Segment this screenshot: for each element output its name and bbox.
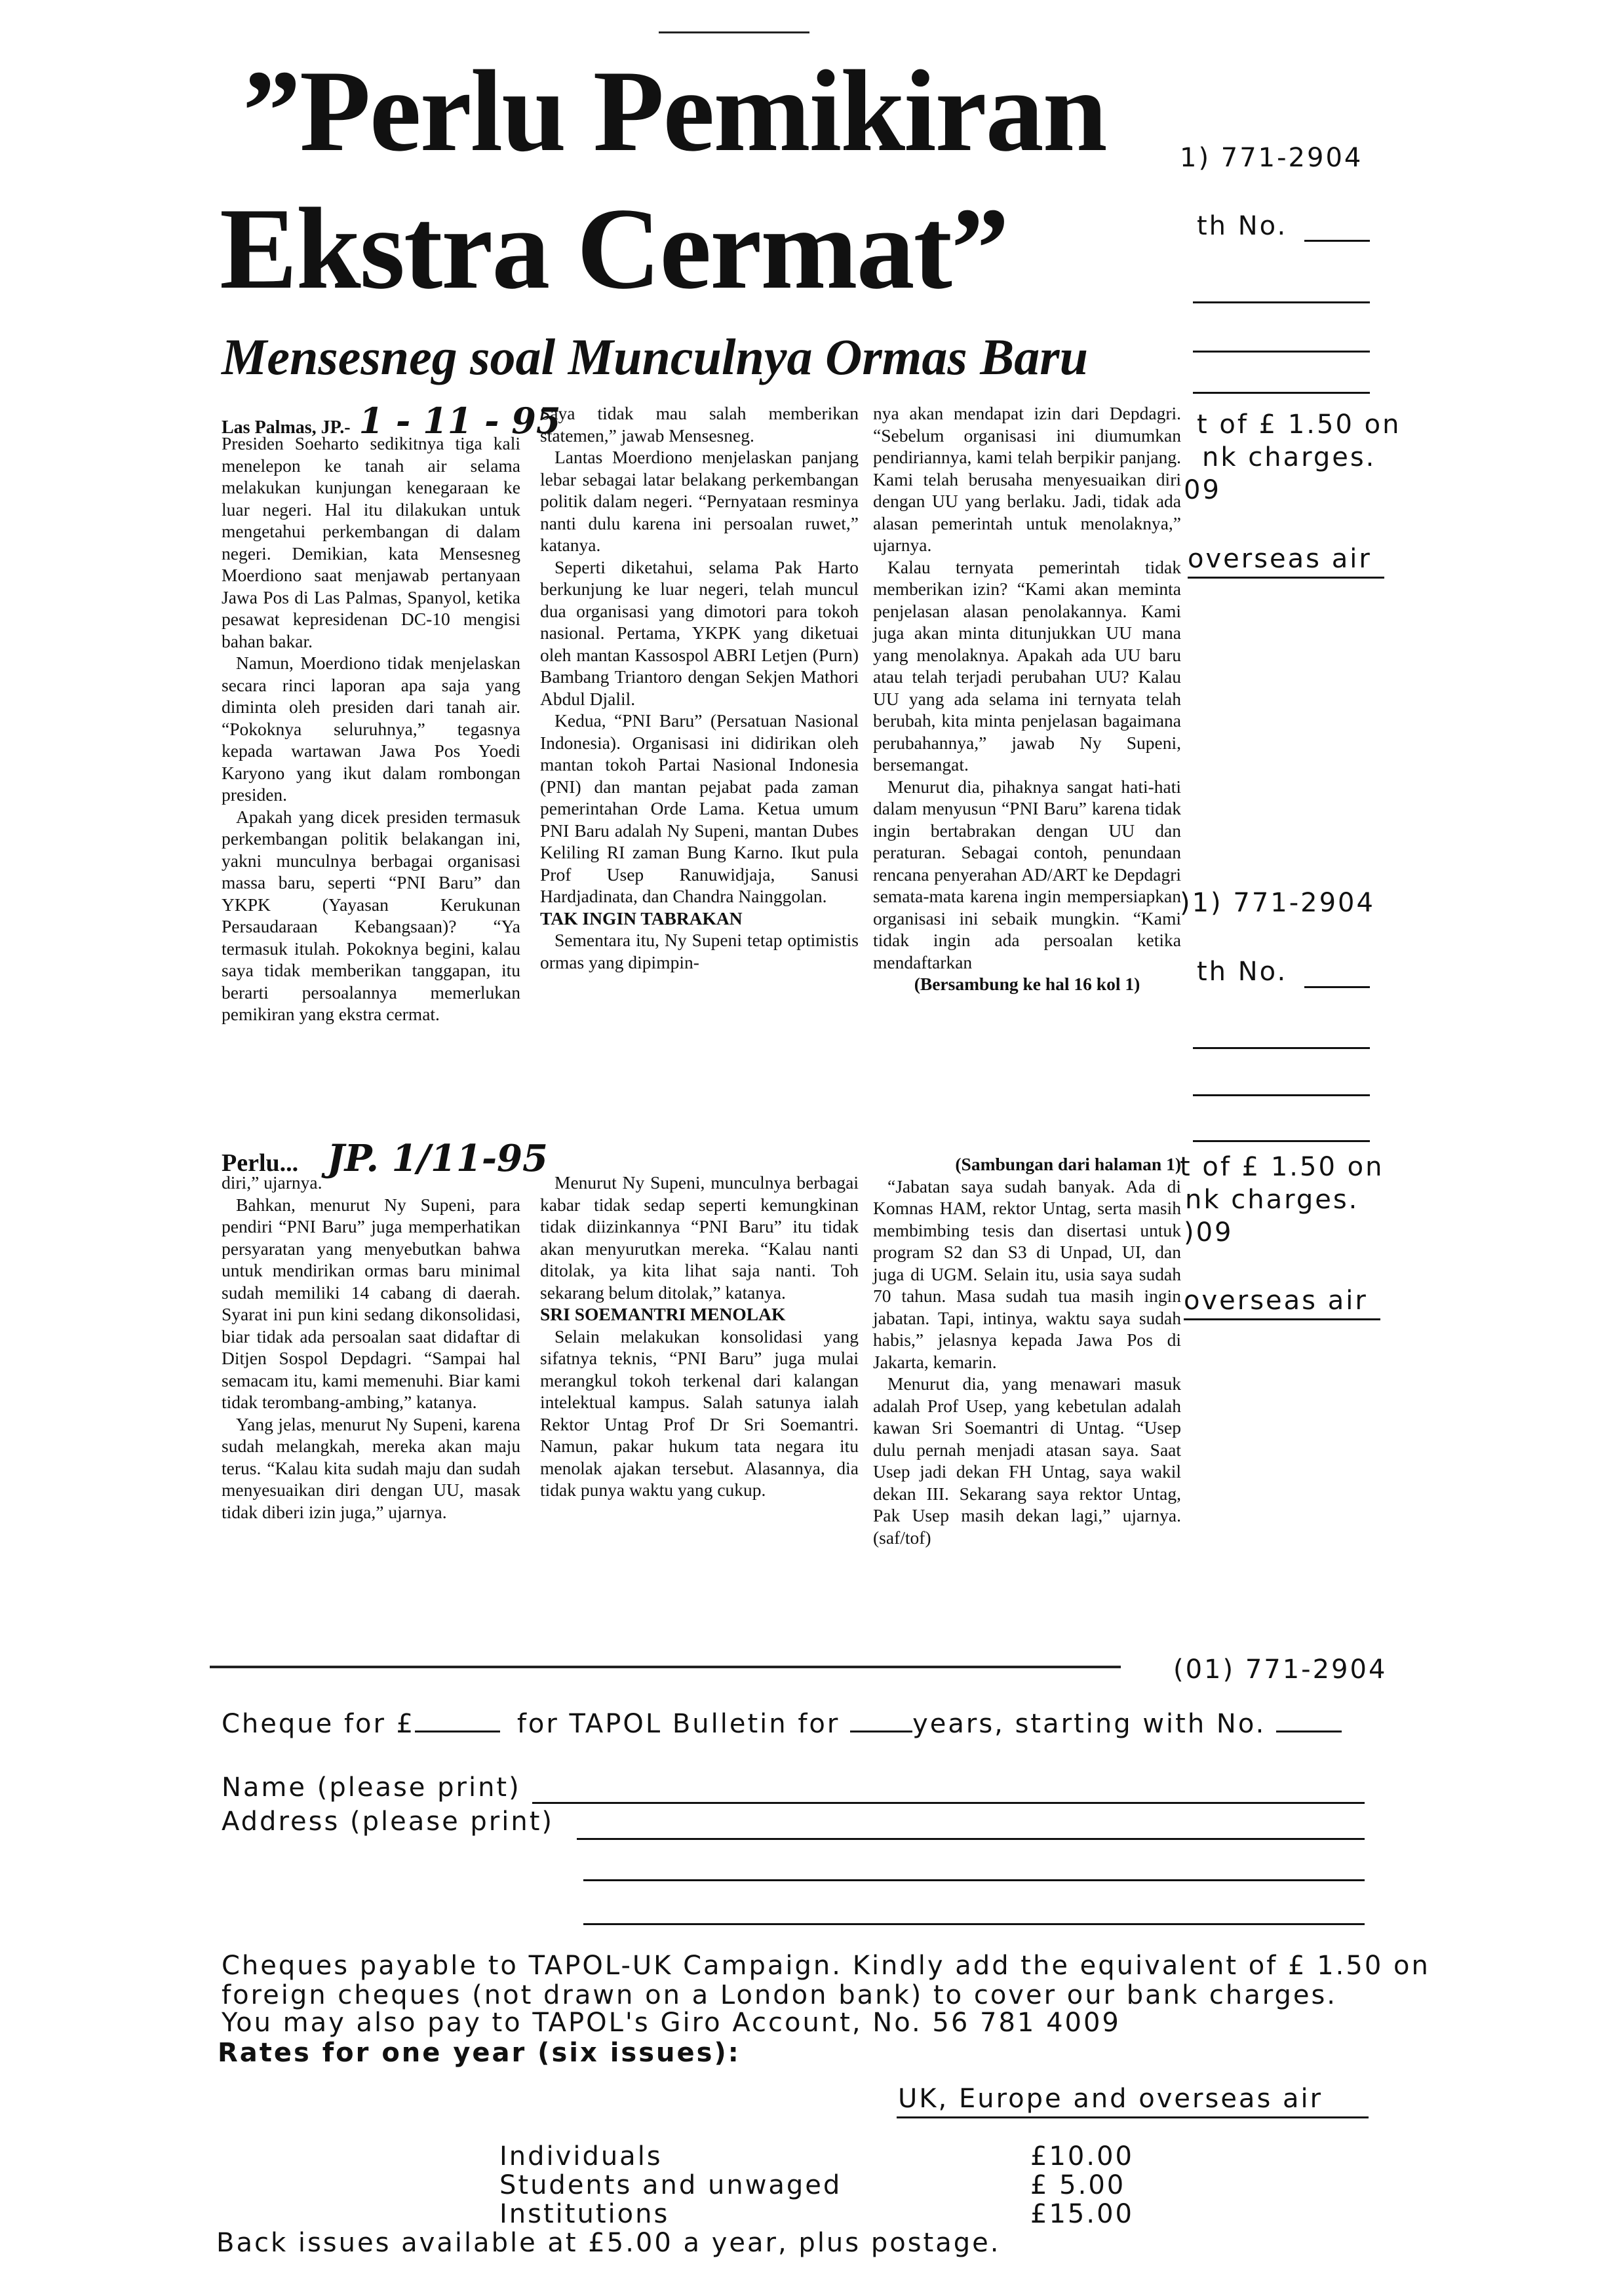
fragment-issue-no: th No. — [1197, 957, 1288, 987]
years-field[interactable] — [850, 1707, 912, 1732]
rate-price: £10.00 — [1030, 2141, 1134, 2172]
fragment-rates-underline — [1188, 577, 1384, 579]
clipping-bottom-rule — [210, 1666, 1121, 1668]
continuation-column-3 — [873, 1153, 1181, 1548]
back-issues-note: Back issues available at £5.00 a year, plus postage. — [216, 2228, 1001, 2258]
cont-col2-paragraph: Selain melakukan konsolidasi yang sifatnya teknis, “PNI Baru” juga mulai merangkul tokoh terkenal dari kalangan intelektual kampus. Salah satunya ialah Rektor Untag Prof Dr Sri Soemantri. Namun, pakar hukum tata negara itu menolak ajakan tersebut. Alasannya, dia tidak punya waktu yang cukup. — [540, 1326, 859, 1500]
fragment-blank-line — [1193, 392, 1370, 394]
col2-paragraph: Seperti diketahui, selama Pak Harto berkunjung ke luar negeri, telah muncul dua organisasi yang dimotori para tokoh nasional. Pertama, YKPK yang diketuai oleh mantan Kassospol ABRI Letjen (Purn) Bambang Triantoro dengan Sekjen Mathori Abdul Djalil. — [540, 556, 859, 709]
cont-col1-paragraph: diri,” ujarnya. — [222, 1172, 322, 1193]
address-field-2[interactable] — [583, 1879, 1365, 1881]
years-label: years, starting with No. — [912, 1709, 1266, 1739]
col3-paragraph: Menurut dia, pihaknya sangat hati-hati dalam menyusun “PNI Baru” karena tidak ingin bertabrakan dengan UU dan peraturan. Sebagai contoh, penundaan rencana penyerahan AD/ART ke Depdagri semata-mata karena ingin mempersiapkan organisasi ini sebaik mungkin. “Kami tidak ingin ada persoalan ketika mendaftarkan — [873, 776, 1181, 972]
col1-paragraph: Namun, Moerdiono tidak menjelaskan secara rinci laporan apa saja yang diminta oleh presiden dari tanah air. “Pokoknya seluruhnya,” tegasnya kepada wartawan Jawa Pos Yoedi Karyono yang ikut dalam rombongan presiden. — [222, 653, 520, 805]
fragment-note: nk charges. — [1202, 442, 1376, 472]
cheque-line — [222, 1707, 1342, 1739]
fragment-rates-header: overseas air — [1188, 544, 1372, 574]
cheque-label: Cheque for £ — [222, 1709, 416, 1739]
clipping-top-rule — [659, 31, 809, 33]
article-column-1 — [222, 432, 520, 1025]
payment-note-line-2: foreign cheques (not drawn on a London bank) to cover our bank charges. — [222, 1980, 1338, 2010]
rate-label: Institutions — [499, 2199, 670, 2229]
cont-col1-paragraph: Yang jelas, menurut Ny Supeni, karena sudah melangkah, mereka akan maju terus. “Kalau kita sudah maju dan sudah menyesuaikan diri dengan UU, masak tidak diberi izin juga,” ujarnya. — [222, 1413, 520, 1522]
headline-line-1: ”Perlu Pemikiran — [243, 46, 1106, 176]
rate-label: Individuals — [499, 2141, 663, 2172]
payment-note-line-3: You may also pay to TAPOL's Giro Account, No. 56 781 4009 — [222, 2008, 1121, 2038]
fragment-blank-line — [1193, 351, 1370, 353]
cont-col3-paragraph: Menurut dia, yang menawari masuk adalah Prof Usep, yang kebetulan adalah kawan Sri Soemantri di Untag. “Usep dulu pernah menjadi atasan saya. Saat Usep jadi dekan FH Untag, saya wakil dekan III. Sekarang saya rektor Untag, Pak Usep masih dekan lagi,” ujarnya. (saf/tof) — [873, 1373, 1181, 1548]
address-line — [222, 1807, 554, 1837]
continued-note: (Bersambung ke hal 16 kol 1) — [914, 974, 1140, 994]
rate-label: Students and unwaged — [499, 2170, 842, 2200]
fragment-phone: (01) 771-2904 — [1173, 1655, 1388, 1685]
cont-col3-paragraph: “Jabatan saya sudah banyak. Ada di Komnas HAM, rektor Untag, serta masih membimbing tesis dan disertasi untuk program S2 dan S3 di Unpad, UI, dan juga di UGM. Selain itu, usia saya sudah 70 tahun. Masa sudah tua masih ingin jabatan. Tapi, intinya, waktu saya sudah habis,” jelasnya kepada Jawa Pos di Jakarta, kemarin. — [873, 1176, 1181, 1372]
fragment-blank-line — [1193, 1140, 1370, 1142]
cheque-purpose-label: for TAPOL Bulletin for — [516, 1709, 840, 1739]
rate-price: £15.00 — [1030, 2199, 1134, 2229]
handwritten-date: 1 - 11 - 95 — [359, 400, 561, 442]
col3-paragraph: Kalau ternyata pemerintah tidak memberikan izin? “Kami akan meminta penjelasan alasan penolakannya. Kami juga akan minta ditunjukkan UU mana yang menolaknya. Apakah ada UU baru atau telah terjadi perubahan UU? Kalau UU yang ada selama ini ternyata telah berubah, kita minta penjelasan bagaimana perubahannya,” jawab Ny Supeni, bersemangat. — [873, 556, 1181, 775]
fragment-blank-line — [1193, 1047, 1370, 1049]
col2-paragraph: Kedua, “PNI Baru” (Persatuan Nasional Indonesia). Organisasi ini didirikan oleh mantan tokoh Partai Nasional Indonesia (PNI) dan mantan pejabat pada zaman pemerintahan Orde Lama. Ketua umum PNI Baru adalah Ny Supeni, mantan Dubes Keliling RI zaman Bung Karno. Ikut pula Prof Usep Ranuwidjaja, Sanusi Hardjadinata, dan Chandra Nainggolan. — [540, 710, 859, 906]
cont-col2-paragraph: Menurut Ny Supeni, munculnya berbagai kabar tidak sedap seperti kemungkinan tidak diizinkannya “PNI Baru” itu tidak akan menyurutkan mereka. “Kalau nanti ditolak, ya kita lihat saja nanti. Toh sekarang belum ditolak,” katanya. — [540, 1172, 859, 1303]
fragment-blank-line — [1304, 986, 1370, 988]
name-line — [222, 1772, 521, 1803]
col2-paragraph: Sementara itu, Ny Supeni tetap optimistis ormas yang dipimpin- — [540, 930, 859, 972]
rate-price: £ 5.00 — [1030, 2170, 1126, 2200]
dateline-place: Las Palmas, JP.- — [222, 417, 351, 438]
fragment-phone: 1) 771-2904 — [1180, 143, 1363, 173]
headline-line-2: Ekstra Cermat” — [220, 183, 1008, 313]
fragment-note: t of £ 1.50 on — [1197, 410, 1401, 440]
col1-paragraph: Presiden Soeharto sedikitnya tiga kali menelepon ke tanah air selama melakukan kunjungan kenegaraan ke luar negeri. Hal itu dilakukan untuk mengetahui perkembangan di dalam negeri. Demikian, kata Mensesneg Moerdiono saat menjawab pertanyaan Jawa Pos di Las Palmas, Spanyol, ketika pesawat kepresidenan DC-10 mengisi bahan bakar. — [222, 433, 520, 651]
col3-paragraph: nya akan mendapat izin dari Depdagri. “Sebelum organisasi ini diumumkan pendiriannya, kami telah berpikir panjang. Kami telah berusaha menyesuaikan diri dengan UU yang berlaku. Jadi, tidak ada alasan pemerintah untuk menolaknya,” ujarnya. — [873, 403, 1181, 555]
cont-col1-paragraph: Bahkan, menurut Ny Supeni, para pendiri “PNI Baru” juga memperhatikan persyaratan yang menyebutkan bahwa untuk mendirikan ormas baru minimal sudah memiliki 14 cabang di daerah. Syarat ini pun kini sedang dikonsolidasi, biar tidak ada persoalan saat didaftar di Ditjen Sospol Depdagri. “Sampai hal semacam itu, kami memenuhi. Biar kami tidak terombang-ambing,” katanya. — [222, 1194, 520, 1412]
name-label: Name (please print) — [222, 1772, 521, 1803]
fragment-phone: )1) 771-2904 — [1180, 888, 1375, 918]
fragment-blank-line — [1193, 301, 1370, 303]
continuation-label: Perlu... — [222, 1149, 299, 1177]
fragment-giro: 09 — [1184, 475, 1221, 505]
col2-subhead: TAK INGIN TABRAKAN — [540, 908, 743, 928]
cont-col2-subhead: SRI SOEMANTRI MENOLAK — [540, 1304, 786, 1324]
payment-note-line-1: Cheques payable to TAPOL-UK Campaign. Kindly add the equivalent of £ 1.50 on — [222, 1951, 1430, 1981]
issue-number-field[interactable] — [1276, 1707, 1342, 1732]
article-column-2 — [540, 402, 859, 973]
continued-from-note: (Sambungan dari halaman 1) — [955, 1154, 1181, 1174]
fragment-blank-line — [1304, 240, 1370, 242]
col1-paragraph: Apakah yang dicek presiden termasuk perkembangan politik belakangan ini, yakni munculnya berbagai organisasi massa baru, seperti “PNI Baru” dan YKPK (Yayasan Kerukunan Persaudaraan Kebangsaan)? “Ya termasuk itulah. Pokoknya begini, kalau saya tidak memberikan tanggapan, itu berarti persoalannya memerlukan pemikiran yang ekstra cermat. — [222, 806, 520, 1024]
name-field[interactable] — [532, 1802, 1365, 1804]
fragment-giro: )09 — [1184, 1217, 1234, 1248]
rates-column-header: UK, Europe and overseas air — [898, 2084, 1323, 2114]
rates-heading: Rates for one year (six issues): — [218, 2038, 741, 2068]
fragment-rates-underline — [1184, 1318, 1380, 1320]
address-field-3[interactable] — [583, 1923, 1365, 1925]
fragment-rates-header: overseas air — [1184, 1286, 1368, 1316]
amount-field[interactable] — [415, 1707, 500, 1732]
col2-paragraph: Saya tidak mau salah memberikan statemen,” jawab Mensesneg. — [540, 403, 859, 446]
subheadline: Mensesneg soal Munculnya Ormas Baru — [222, 328, 1088, 385]
continuation-column-2 — [540, 1172, 859, 1501]
fragment-note: nk charges. — [1185, 1185, 1359, 1215]
address-field-1[interactable] — [577, 1838, 1365, 1840]
fragment-note: t of £ 1.50 on — [1180, 1152, 1384, 1182]
fragment-blank-line — [1193, 1094, 1370, 1096]
continuation-column-1 — [222, 1172, 520, 1523]
rates-column-underline — [897, 2116, 1369, 2118]
fragment-issue-no: th No. — [1197, 211, 1288, 241]
handwritten-source-date: JP. 1/11-95 — [327, 1137, 548, 1180]
article-column-3 — [873, 402, 1181, 995]
col2-paragraph: Lantas Moerdiono menjelaskan panjang lebar sebagai latar belakang perkembangan politik dalam negeri. “Pernyataan resminya nanti dulu karena ini persoalan ruwet,” katanya. — [540, 447, 859, 555]
address-label: Address (please print) — [222, 1807, 554, 1837]
